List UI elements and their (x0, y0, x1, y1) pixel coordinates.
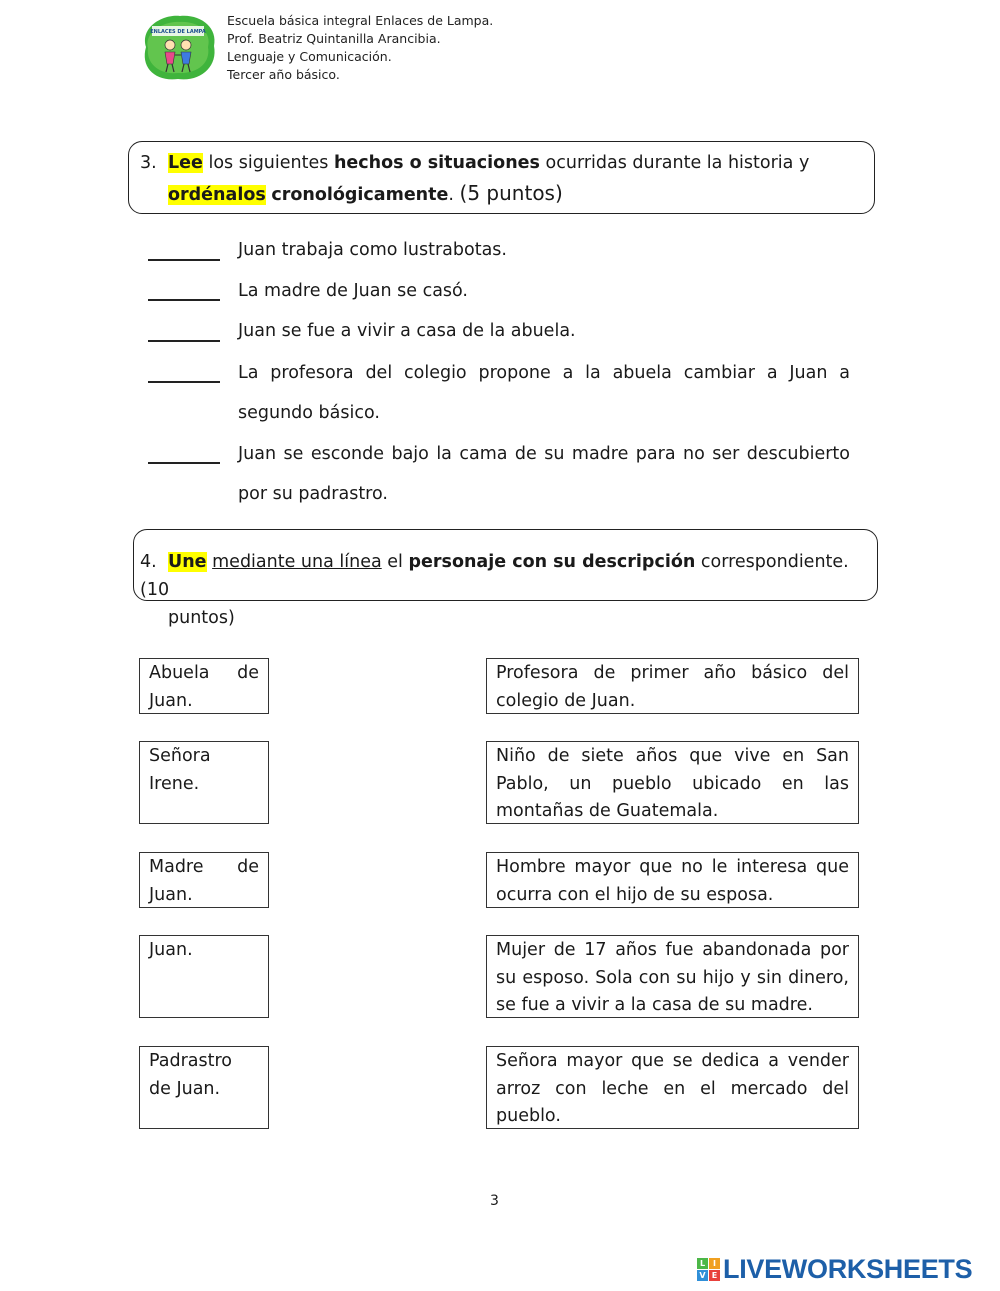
description-box-1[interactable] (486, 658, 859, 714)
question-number: 4. (140, 552, 157, 572)
instruction-verb: ordénalos (168, 185, 266, 205)
order-blank-5[interactable] (148, 462, 220, 464)
description-text: se fue a vivir a la casa de su madre. (496, 995, 813, 1015)
character-text: Madre de (149, 857, 259, 877)
event-text: segundo básico. (238, 403, 380, 423)
character-box-2[interactable] (139, 741, 269, 824)
character-text: Juan. (149, 884, 193, 905)
header-info (227, 12, 493, 84)
description-text: montañas de Guatemala. (496, 801, 719, 821)
subject: Lenguaje y Comunicación. (227, 49, 392, 64)
logo-cell: I (709, 1258, 720, 1269)
description-text: Profesora de primer año básico del (496, 663, 849, 683)
instruction-text: ocurridas durante la historia y (545, 153, 810, 173)
order-blank-2[interactable] (148, 299, 220, 301)
event-text: Juan trabaja como lustrabotas. (238, 240, 507, 260)
order-blank-4[interactable] (148, 381, 220, 383)
description-text: pueblo. (496, 1106, 561, 1126)
character-text: Irene. (149, 773, 200, 794)
event-item (238, 353, 850, 433)
grade: Tercer año básico. (227, 67, 340, 82)
instruction-bold: cronológicamente (271, 185, 449, 205)
event-text: Juan se fue a vivir a casa de la abuela. (238, 321, 576, 341)
description-box-4[interactable] (486, 935, 859, 1018)
description-box-2[interactable] (486, 741, 859, 824)
school-name: Escuela básica integral Enlaces de Lampa. (227, 13, 494, 28)
event-text: La madre de Juan se casó. (238, 281, 468, 301)
points-label: (5 puntos) (459, 181, 563, 205)
question-4-instructions (140, 548, 865, 632)
instruction-text: el (387, 552, 403, 572)
description-text: Señora mayor que se dedica a vender (496, 1051, 849, 1071)
event-item (238, 271, 850, 311)
instruction-verb: Lee (168, 153, 203, 173)
logo-cell: V (697, 1270, 708, 1281)
order-blank-1[interactable] (148, 259, 220, 261)
description-text: Mujer de 17 años fue abandonada por (496, 940, 849, 960)
description-box-5[interactable] (486, 1046, 859, 1129)
character-text: Juan. (149, 940, 193, 960)
instruction-verb: Une (168, 552, 207, 572)
description-text: ocurra con el hijo de su esposa. (496, 884, 774, 905)
character-text: Señora (149, 746, 211, 766)
instruction-bold: hechos o situaciones (333, 153, 540, 173)
character-box-3[interactable] (139, 852, 269, 908)
character-text: Juan. (149, 690, 193, 711)
school-logo (138, 12, 218, 82)
character-text: Padrastro (149, 1051, 233, 1071)
event-text: La profesora del colegio propone a la abuela cambiar a Juan a (238, 363, 850, 383)
description-box-3[interactable] (486, 852, 859, 908)
description-text: Pablo, un pueblo ubicado en las (496, 773, 849, 794)
description-text: su esposo. Sola con su hijo y sin dinero, (496, 967, 849, 988)
character-box-4[interactable] (139, 935, 269, 1018)
instruction-text: correspondiente. (10 (140, 552, 849, 600)
description-text: Hombre mayor que no le interesa que (496, 857, 849, 877)
character-text: de Juan. (149, 1078, 221, 1099)
event-text: Juan se esconde bajo la cama de su madre para no ser descubierto (238, 444, 850, 464)
points-label: puntos) (168, 608, 235, 628)
description-text: arroz con leche en el mercado del (496, 1078, 849, 1099)
logo-text: ENLACES DE LAMPA (150, 29, 206, 35)
description-text: colegio de Juan. (496, 690, 636, 711)
event-item (238, 434, 850, 514)
teacher-name: Prof. Beatriz Quintanilla Arancibia. (227, 31, 441, 46)
page-number: 3 (490, 1193, 499, 1209)
character-text: Abuela de (149, 663, 259, 683)
event-item (238, 311, 850, 351)
event-text: por su padrastro. (238, 484, 388, 504)
description-text: Niño de siete años que vive en San (496, 746, 849, 766)
question-number: 3. (140, 153, 157, 173)
liveworksheets-text: LIVEWORKSHEETS (723, 1253, 973, 1284)
event-item (238, 230, 850, 270)
instruction-bold: personaje con su descripción (408, 552, 696, 572)
character-box-5[interactable] (139, 1046, 269, 1129)
question-3-instructions (140, 148, 860, 210)
liveworksheets-logo-icon (697, 1258, 720, 1281)
instruction-underlined: mediante una línea (212, 552, 382, 572)
order-blank-3[interactable] (148, 340, 220, 342)
instruction-text: los siguientes (208, 153, 329, 173)
instruction-text: . (448, 185, 454, 205)
logo-cell: L (697, 1258, 708, 1269)
character-box-1[interactable] (139, 658, 269, 714)
liveworksheets-watermark (697, 1255, 972, 1283)
logo-cell: E (709, 1270, 720, 1281)
